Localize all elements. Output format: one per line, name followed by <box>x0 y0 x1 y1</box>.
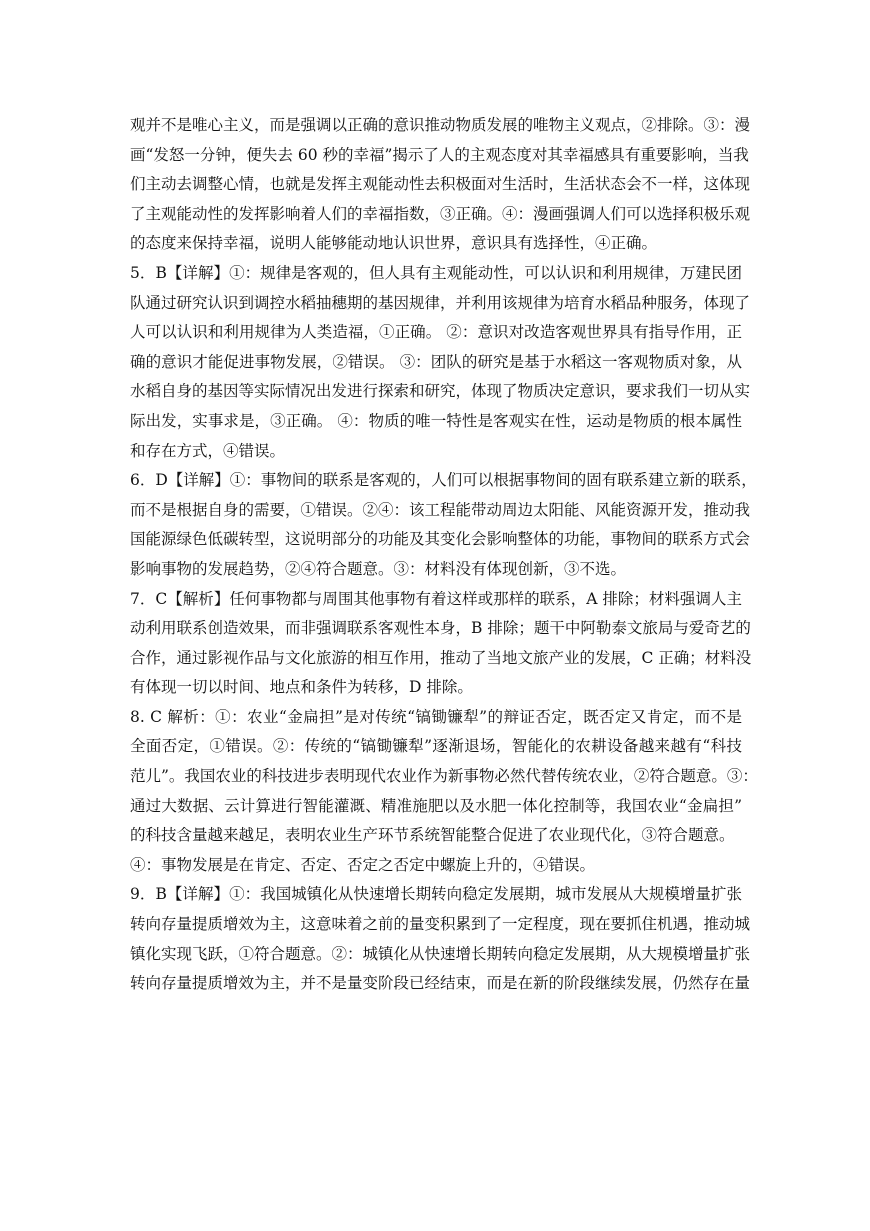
text-line: 的态度来保持幸福，说明人能够能动地认识世界，意识具有选择性，④正确。 <box>130 234 658 253</box>
text-line: ④：事物发展是在肯定、否定、否定之否定中螺旋上升的，④错误。 <box>130 855 596 874</box>
text-line: 的科技含量越来越足，表明农业生产环节系统智能整合促进了农业现代化，③符合题意。 <box>130 826 735 845</box>
text-line: 而不是根据自身的需要，①错误。②④：该工程能带动周边太阳能、风能资源开发，推动我 <box>130 500 751 519</box>
text-line: 画“发怒一分钟，便失去 60 秒的幸福”揭示了人的主观态度对其幸福感具有重要影响，当我 <box>130 145 749 164</box>
text-line: 转向存量提质增效为主，这意味着之前的量变积累到了一定程度，现在要抓住机遇，推动城 <box>130 915 751 934</box>
question-8-line: 8. C 解析：①：农业“金扁担”是对传统“镐锄镰犁”的辩证否定，既否定又肯定，而不是 <box>130 707 742 726</box>
text-line: 们主动去调整心情，也就是发挥主观能动性去积极面对生活时，生活状态会不一样，这体现 <box>130 175 751 194</box>
text-line: 全面否定，①错误。②：传统的“镐锄镰犁”逐渐退场，智能化的农耕设备越来越有“科技 <box>130 737 742 756</box>
text-line: 人可以认识和利用规律为人类造福，①正确。 ②：意识对改造客观世界具有指导作用，正 <box>130 323 742 342</box>
text-line: 确的意识才能促进事物发展，②错误。 ③：团队的研究是基于水稻这一客观物质对象，从 <box>130 352 742 371</box>
text-line: 水稻自身的基因等实际情况出发进行探索和研究，体现了物质决定意识，要求我们一切从实 <box>130 382 751 401</box>
question-5-line: 5．B【详解】①：规律是客观的，但人具有主观能动性，可以认识和利用规律，万建民团 <box>130 263 742 282</box>
text-line: 转向存量提质增效为主，并不是量变阶段已经结束，而是在新的阶段继续发展，仍然存在量 <box>130 974 751 993</box>
text-line: 动利用联系创造效果，而非强调联系客观性本身，B 排除；题干中阿勒泰文旅局与爱奇艺的 <box>130 619 751 638</box>
text-line: 范儿”。我国农业的科技进步表明现代农业作为新事物必然代替传统农业，②符合题意。③： <box>130 767 758 786</box>
text-line: 有体现一切以时间、地点和条件为转移，D 排除。 <box>130 678 473 697</box>
text-line: 了主观能动性的发挥影响着人们的幸福指数，③正确。④：漫画强调人们可以选择积极乐观 <box>130 204 751 223</box>
text-line: 合作，通过影视作品与文化旅游的相互作用，推动了当地文旅产业的发展，C 正确；材料没 <box>130 648 752 667</box>
text-line: 国能源绿色低碳转型，这说明部分的功能及其变化会影响整体的功能，事物间的联系方式会 <box>130 530 751 549</box>
text-line: 观并不是唯心主义，而是强调以正确的意识推动物质发展的唯物主义观点，②排除。③：漫 <box>130 116 751 134</box>
question-9-line: 9．B【详解】①：我国城镇化从快速增长期转向稳定发展期，城市发展从大规模增量扩张 <box>130 885 742 904</box>
text-line: 际出发，实事求是，③正确。 ④：物质的唯一特性是客观实在性，运动是物质的根本属性 <box>130 411 742 430</box>
text-line: 队通过研究认识到调控水稻抽穗期的基因规律，并利用该规律为培育水稻品种服务，体现了 <box>130 293 751 312</box>
question-7-line: 7．C【解析】任何事物都与周围其他事物有着这样或那样的联系，A 排除；材料强调人主 <box>130 589 742 608</box>
question-6-line: 6．D【详解】①：事物间的联系是客观的，人们可以根据事物间的固有联系建立新的联系， <box>130 471 757 490</box>
text-line: 影响事物的发展趋势，②④符合题意。③：材料没有体现创新，③不选。 <box>130 559 627 578</box>
text-line: 通过大数据、云计算进行智能灌溉、精准施肥以及水肥一体化控制等，我国农业“金扁担” <box>130 796 742 815</box>
answer-explanation-text <box>130 111 758 999</box>
text-line: 镇化实现飞跃，①符合题意。②：城镇化从快速增长期转向稳定发展期，从大规模增量扩张 <box>130 944 751 963</box>
text-line: 和存在方式，④错误。 <box>130 441 286 460</box>
